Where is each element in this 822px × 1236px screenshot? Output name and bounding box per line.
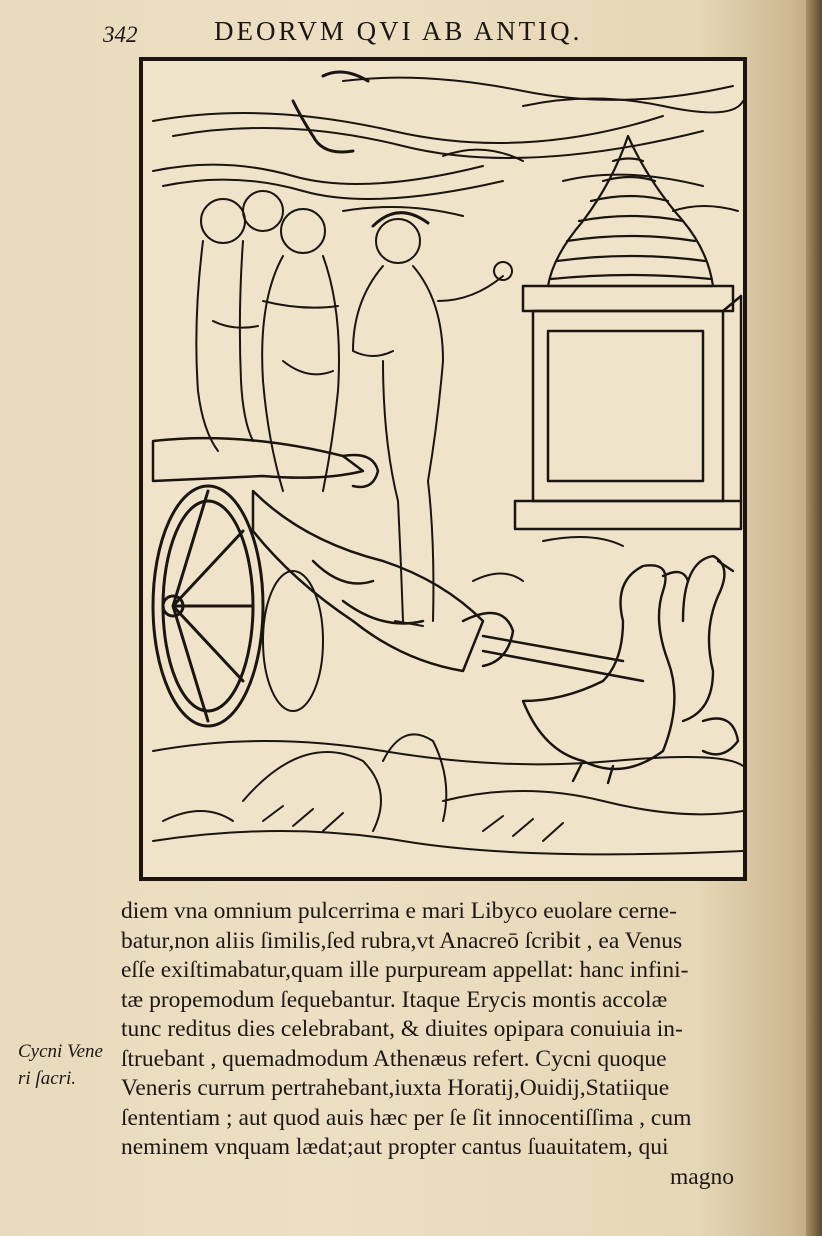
book-gutter — [806, 0, 822, 1236]
catchword: magno — [670, 1163, 734, 1190]
landscape-ground — [153, 537, 743, 854]
marginal-note — [18, 1038, 103, 1092]
text-line: neminem vnquam lædat;aut propter cantus ſuauitatem, qui — [121, 1134, 669, 1160]
woodcut-illustration — [139, 57, 747, 881]
swans — [523, 556, 738, 783]
marginal-note-line: ri ſacri. — [18, 1068, 77, 1089]
text-line: ſtruebant , quemadmodum Athenæus refert. Cycni quoque — [121, 1045, 667, 1072]
text-line: eſſe exiſtimabatur,quam ille purpuream appellat: hanc infini- — [121, 957, 689, 983]
three-graces — [196, 191, 339, 491]
text-line: tæ propemodum ſequebantur. Itaque Erycis montis accolæ — [121, 986, 668, 1013]
chariot-wheel — [153, 486, 323, 726]
venus-figure — [353, 213, 512, 626]
text-line: tunc reditus dies celebrabant, & diuites opipara conuiuia in- — [121, 1016, 683, 1042]
text-line: ſententiam ; aut quod auis hæc per ſe ſit innocentiſſima , cum — [121, 1104, 692, 1131]
text-line: Veneris currum pertrahebant,iuxta Horatij,Ouidij,Statiique — [121, 1075, 670, 1101]
chariot — [153, 438, 643, 681]
altar-pedestal — [515, 286, 741, 529]
conical-stone — [548, 136, 713, 286]
marginal-note-line: Cycni Vene — [18, 1041, 103, 1062]
page-number: 342 — [103, 22, 138, 47]
body-text — [121, 897, 779, 1192]
text-line: batur,non aliis ſimilis,ſed rubra,vt Anacreō ſcribit , ea Venus — [121, 927, 683, 954]
sky-clouds — [153, 72, 743, 216]
running-title: DEORVM QVI AB ANTIQ. — [214, 16, 583, 46]
woodcut-drawing — [143, 61, 743, 877]
text-line: diem vna omnium pulcerrima e mari Libyco euolare cerne- — [121, 898, 677, 924]
